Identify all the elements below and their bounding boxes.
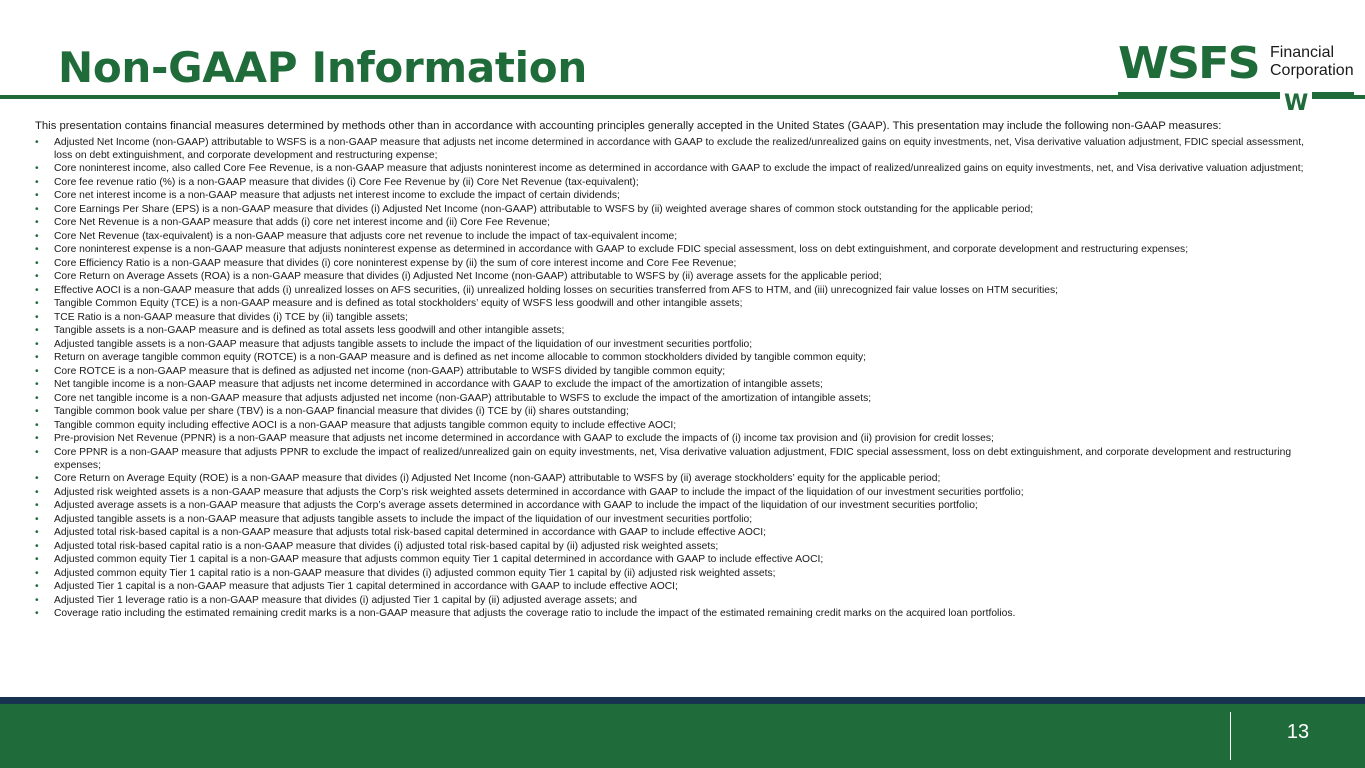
list-item [35, 447, 1323, 473]
list-item-text: Core noninterest income, also called Core Fee Revenue, is a non-GAAP measure that adjusts noninterest income as determined in accordance with GAAP to exclude the impact of realized/unrealized gains on equity investments, net, and Visa derivative valuation adjustment; [54, 163, 1304, 175]
bullet-icon: • [35, 230, 39, 242]
bullet-icon: • [35, 554, 39, 566]
list-item [35, 393, 1323, 406]
list-item [35, 258, 1323, 271]
logo-subtitle-line1: Financial [1270, 44, 1335, 61]
list-item-text: Adjusted common equity Tier 1 capital is a non-GAAP measure that adjusts common equity Tier 1 capital determined in accordance with GAAP to include effective AOCI; [54, 554, 824, 566]
list-item-text: Core Return on Average Assets (ROA) is a non-GAAP measure that divides (i) Adjusted Net Income (non-GAAP) attributable to WSFS by (ii) average assets for the applicable period; [54, 271, 882, 283]
bullet-icon: • [35, 406, 39, 418]
list-item [35, 527, 1323, 540]
list-item-text: Adjusted Tier 1 leverage ratio is a non-GAAP measure that divides (i) adjusted Tier 1 capital by (ii) adjusted average assets; and [54, 594, 638, 606]
page-number: 13 [1286, 721, 1310, 743]
list-item-text: Adjusted tangible assets is a non-GAAP measure that adjusts tangible assets to include the impact of the liquidation of our investment securities portfolio; [54, 513, 753, 525]
list-item [35, 473, 1323, 486]
list-item [35, 325, 1323, 338]
bullet-icon: • [35, 419, 39, 431]
list-item [35, 137, 1323, 163]
main-content [35, 119, 1323, 622]
list-item-text: Adjusted total risk-based capital is a non-GAAP measure that adjusts total risk-based capital determined in accordance with GAAP to include effective AOCI; [54, 527, 767, 539]
list-item-text: Tangible common equity including effective AOCI is a non-GAAP measure that adjusts tangible common equity to include effective AOCI; [54, 419, 677, 431]
list-item-text: Core net interest income is a non-GAAP measure that adjusts net interest income to exclude the impact of certain dividends; [54, 190, 620, 202]
company-logo [1118, 38, 1354, 118]
list-item [35, 177, 1323, 190]
bullet-icon: • [35, 473, 39, 485]
logo-subtitle-line2: Corporation [1270, 62, 1354, 79]
list-item [35, 420, 1323, 433]
list-item [35, 433, 1323, 446]
list-item [35, 339, 1323, 352]
bullet-icon: • [35, 486, 39, 498]
list-item [35, 366, 1323, 379]
list-item [35, 487, 1323, 500]
bullet-icon: • [35, 365, 39, 377]
list-item [35, 231, 1323, 244]
list-item-text: Core noninterest expense is a non-GAAP measure that adjusts noninterest expense as determined in accordance with GAAP to exclude FDIC special assessment, loss on debt extinguishment, and corporate development and restructuring expenses; [54, 244, 1189, 256]
bullet-icon: • [35, 217, 39, 229]
bullet-icon: • [35, 284, 39, 296]
bullet-icon: • [35, 379, 39, 391]
list-item-text: Tangible Common Equity (TCE) is a non-GAAP measure and is defined as total stockholders’ equity of WSFS less goodwill and other intangible assets; [54, 298, 743, 310]
list-item-text: Core Earnings Per Share (EPS) is a non-GAAP measure that divides (i) Adjusted Net Income (non-GAAP) attributable to WSFS by (ii) weighted average shares of common stock outstanding for the applicable period; [54, 203, 1034, 215]
bullet-icon: • [35, 608, 39, 620]
list-item-text: Adjusted risk weighted assets is a non-GAAP measure that adjusts the Corp’s risk weighted assets determined in accordance with GAAP to include the impact of the liquidation of our investment securities portfolio; [54, 486, 1024, 498]
list-item-text: Core Net Revenue (tax-equivalent) is a non-GAAP measure that adjusts core net revenue to include the impact of tax-equivalent income; [54, 230, 678, 242]
bullet-icon: • [35, 271, 39, 283]
bullet-icon: • [35, 540, 39, 552]
list-item-text: Coverage ratio including the estimated remaining credit marks is a non-GAAP measure that adjusts the coverage ratio to include the impact of the estimated remaining credit marks on the acquired loan portfolios. [54, 608, 1016, 620]
footer-divider [1230, 712, 1231, 760]
list-item-text: TCE Ratio is a non-GAAP measure that divides (i) TCE by (ii) tangible assets; [54, 311, 408, 323]
bullet-icon: • [35, 244, 39, 256]
bullet-icon: • [35, 190, 39, 202]
bullet-icon: • [35, 311, 39, 323]
list-item-text: Effective AOCI is a non-GAAP measure that adds (i) unrealized losses on AFS securities, (ii) unrealized holding losses on securities transferred from AFS to HTM, and (iii) unrecognized fair value losses on HTM securities; [54, 284, 1059, 296]
list-item-text: Adjusted Net Income (non-GAAP) attributable to WSFS is a non-GAAP measure that adjusts net income determined in accordance with GAAP to exclude the realized/unrealized gains on equity investments, net, Visa derivative valuation adjustment, FDIC special assessment, loss on debt extinguishment, and corporate development and restructuring expense; [54, 137, 1304, 161]
list-item-text: Return on average tangible common equity (ROTCE) is a non-GAAP measure and is defined as net income allocable to common stockholders divided by tangible common equity; [54, 352, 866, 364]
bullet-icon: • [35, 392, 39, 404]
list-item-text: Core net tangible income is a non-GAAP measure that adjusts adjusted net income (non-GAAP) attributable to WSFS to exclude the impact of the amortization of intangible assets; [54, 392, 872, 404]
bullet-icon: • [35, 338, 39, 350]
list-item [35, 217, 1323, 230]
list-item [35, 595, 1323, 608]
logo-wordmark: WSFS [1118, 38, 1259, 89]
bullet-icon: • [35, 446, 39, 458]
list-item-text: Tangible common book value per share (TBV) is a non-GAAP financial measure that divides (i) TCE by (ii) shares outstanding; [54, 406, 629, 418]
footer-stripe [0, 697, 1365, 704]
list-item-text: Adjusted Tier 1 capital is a non-GAAP measure that adjusts Tier 1 capital determined in accordance with GAAP to include effective AOCI; [54, 581, 678, 593]
bullet-icon: • [35, 581, 39, 593]
list-item-text: Pre-provision Net Revenue (PPNR) is a non-GAAP measure that adjusts net income determined in accordance with GAAP to exclude the impacts of (i) income tax provision and (ii) provision for credit losses; [54, 433, 994, 445]
bullet-icon: • [35, 176, 39, 188]
list-item [35, 312, 1323, 325]
non-gaap-measure-list [35, 137, 1323, 621]
bullet-icon: • [35, 137, 39, 148]
list-item-text: Core Efficiency Ratio is a non-GAAP measure that divides (i) core noninterest expense by (ii) the sum of core interest income and Core Fee Revenue; [54, 257, 737, 269]
list-item [35, 244, 1323, 257]
list-item-text: Core Return on Average Equity (ROE) is a non-GAAP measure that divides (i) Adjusted Net Income (non-GAAP) attributable to WSFS by (ii) average stockholders’ equity for the applicable period; [54, 473, 941, 485]
list-item [35, 285, 1323, 298]
bullet-icon: • [35, 594, 39, 606]
list-item-text: Core ROTCE is a non-GAAP measure that is defined as adjusted net income (non-GAAP) attributable to WSFS divided by tangible common equity; [54, 365, 726, 377]
list-item-text: Core fee revenue ratio (%) is a non-GAAP measure that divides (i) Core Fee Revenue by (ii) Core Net Revenue (tax-equivalent); [54, 176, 639, 188]
list-item-text: Core PPNR is a non-GAAP measure that adjusts PPNR to exclude the impact of realized/unrealized gain on equity investments, net, Visa derivative valuation adjustment, FDIC special assessment, loss on debt extinguishment, and corporate development and restructuring expenses; [54, 446, 1292, 471]
list-item-text: Core Net Revenue is a non-GAAP measure that adds (i) core net interest income and (ii) Core Fee Revenue; [54, 217, 551, 229]
list-item [35, 379, 1323, 392]
list-item-text: Net tangible income is a non-GAAP measure that adjusts net income determined in accordance with GAAP to exclude the impact of the amortization of intangible assets; [54, 379, 823, 391]
logo-bar [1118, 92, 1354, 96]
bullet-icon: • [35, 433, 39, 445]
list-item [35, 271, 1323, 284]
intro-paragraph: This presentation contains financial measures determined by methods other than in accordance with accounting principles generally accepted in the United States (GAAP). This presentation may include the following non-GAAP measures: [35, 120, 1222, 132]
list-item [35, 204, 1323, 217]
list-item [35, 406, 1323, 419]
bullet-icon: • [35, 567, 39, 579]
list-item [35, 514, 1323, 527]
list-item-text: Adjusted total risk-based capital ratio is a non-GAAP measure that divides (i) adjusted total risk-based capital by (ii) adjusted risk weighted assets; [54, 540, 719, 552]
list-item [35, 581, 1323, 594]
bullet-icon: • [35, 257, 39, 269]
list-item [35, 352, 1323, 365]
list-item [35, 541, 1323, 554]
list-item-text: Adjusted average assets is a non-GAAP measure that adjusts the Corp’s average assets determined in accordance with GAAP to include the impact of the liquidation of our investment securities portfolio; [54, 500, 978, 512]
bullet-icon: • [35, 163, 39, 175]
bullet-icon: • [35, 352, 39, 364]
list-item [35, 554, 1323, 567]
list-item [35, 190, 1323, 203]
bullet-icon: • [35, 325, 39, 337]
bullet-icon: • [35, 527, 39, 539]
list-item-text: Tangible assets is a non-GAAP measure and is defined as total assets less goodwill and other intangible assets; [54, 325, 565, 337]
list-item-text: Adjusted common equity Tier 1 capital ratio is a non-GAAP measure that divides (i) adjusted common equity Tier 1 capital by (ii) adjusted risk weighted assets; [54, 567, 776, 579]
list-item [35, 568, 1323, 581]
list-item-text: Adjusted tangible assets is a non-GAAP measure that adjusts tangible assets to include the impact of the liquidation of our investment securities portfolio; [54, 338, 753, 350]
list-item [35, 298, 1323, 311]
bullet-icon: • [35, 203, 39, 215]
logo-w-mark: W [1280, 92, 1312, 116]
page-title: Non-GAAP Information [58, 43, 587, 92]
logo-subtitle [1270, 44, 1354, 80]
bullet-icon: • [35, 513, 39, 525]
list-item [35, 608, 1323, 621]
list-item [35, 500, 1323, 513]
bullet-icon: • [35, 500, 39, 512]
footer-bar [0, 704, 1365, 768]
bullet-icon: • [35, 298, 39, 310]
list-item [35, 163, 1323, 176]
